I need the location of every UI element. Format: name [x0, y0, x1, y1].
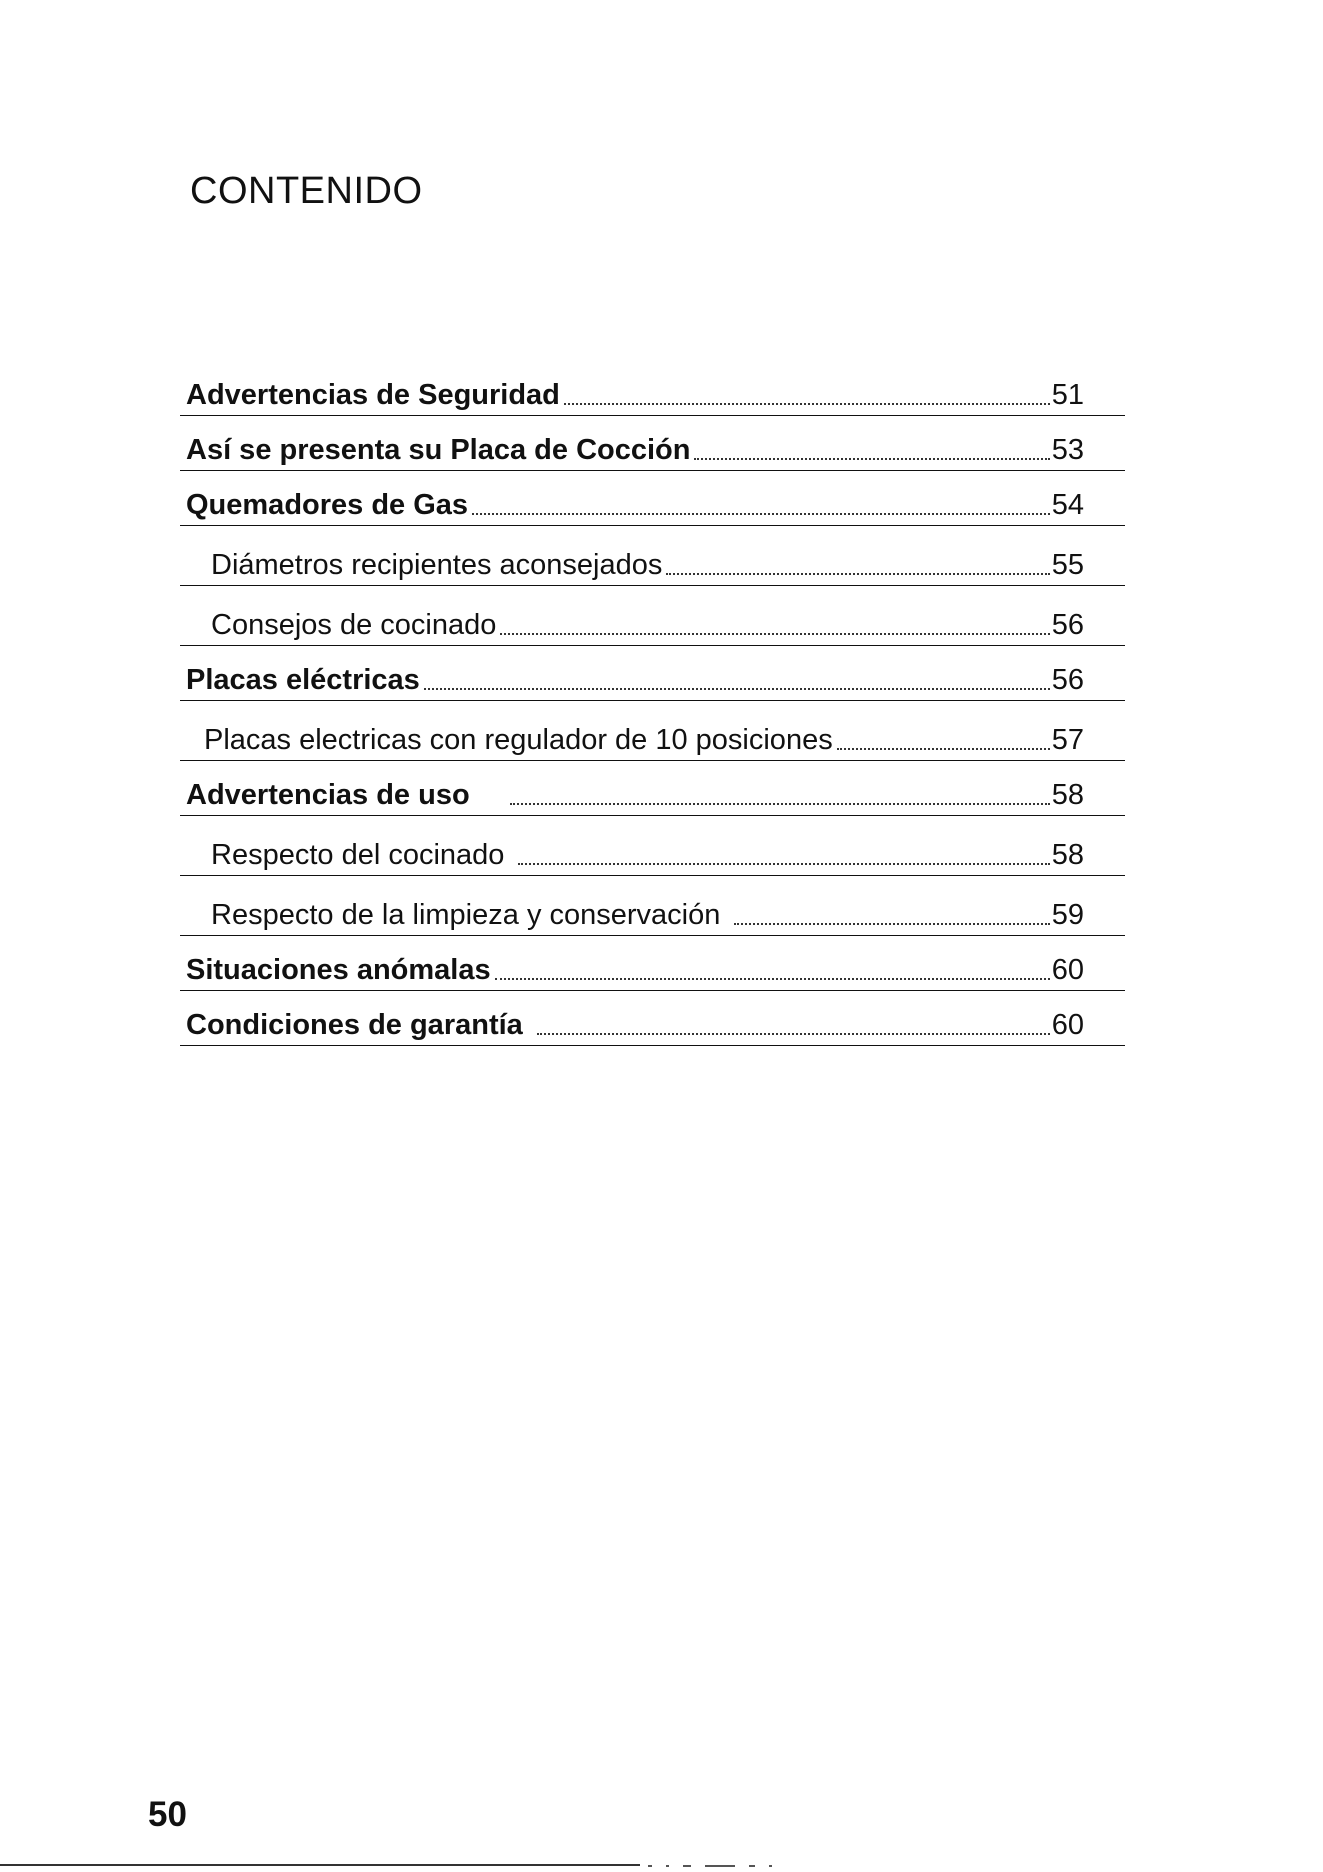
toc-entry-label: Respecto del cocinado: [211, 839, 505, 871]
dot-leader: [734, 922, 1049, 925]
footer-rule: [0, 1864, 640, 1866]
page-title: CONTENIDO: [190, 170, 423, 212]
toc-entry-page: 56: [1051, 664, 1084, 696]
dot-leader: [472, 512, 1050, 515]
toc-entry-placas-con-regulador[interactable]: [180, 701, 1125, 761]
toc-entry-label: Condiciones de garantía: [186, 1009, 523, 1041]
dot-leader: [837, 747, 1050, 750]
toc-entry-respecto-del-cocinado[interactable]: [180, 816, 1125, 876]
toc-entry-page: 55: [1051, 549, 1084, 581]
toc-entry-page: 58: [1051, 779, 1084, 811]
dot-leader: [500, 632, 1049, 635]
toc-entry-page: 56: [1051, 609, 1084, 641]
footer-scan-marks: [648, 1865, 828, 1872]
toc-entry-diametros-recipientes[interactable]: [180, 526, 1125, 586]
toc-entry-label: Advertencias de uso: [186, 779, 470, 811]
toc-entry-consejos-de-cocinado[interactable]: [180, 586, 1125, 646]
toc-entry-label: Así se presenta su Placa de Cocción: [186, 434, 691, 466]
toc-entry-label: Quemadores de Gas: [186, 489, 469, 521]
toc-entry-quemadores-de-gas[interactable]: [180, 471, 1125, 526]
toc-entry-label: Diámetros recipientes aconsejados: [211, 549, 663, 581]
toc-entry-page: 54: [1051, 489, 1084, 521]
table-of-contents: [180, 361, 1125, 1046]
toc-entry-advertencias-de-uso[interactable]: [180, 761, 1125, 816]
dot-leader: [564, 402, 1050, 405]
toc-entry-placas-electricas[interactable]: [180, 646, 1125, 701]
toc-entry-respecto-de-la-limpieza[interactable]: [180, 876, 1125, 936]
dot-leader: [694, 457, 1049, 460]
toc-entry-page: 57: [1051, 724, 1084, 756]
toc-entry-advertencias-de-seguridad[interactable]: [180, 361, 1125, 416]
dot-leader: [510, 802, 1050, 805]
page-number: 50: [148, 1795, 187, 1834]
toc-entry-page: 51: [1051, 379, 1084, 411]
toc-entry-label: Placas eléctricas: [186, 664, 420, 696]
toc-entry-situaciones-anomalas[interactable]: [180, 936, 1125, 991]
dot-leader: [518, 862, 1049, 865]
toc-entry-page: 60: [1051, 1009, 1084, 1041]
toc-entry-label: Consejos de cocinado: [211, 609, 497, 641]
toc-entry-page: 58: [1051, 839, 1084, 871]
toc-entry-label: Situaciones anómalas: [186, 954, 491, 986]
toc-entry-condiciones-de-garantia[interactable]: [180, 991, 1125, 1046]
toc-entry-page: 53: [1051, 434, 1084, 466]
toc-entry-label: Advertencias de Seguridad: [186, 379, 560, 411]
dot-leader: [666, 572, 1049, 575]
toc-entry-label: Placas electricas con regulador de 10 posiciones: [204, 724, 833, 756]
dot-leader: [424, 687, 1050, 690]
dot-leader: [495, 977, 1050, 980]
toc-entry-label: Respecto de la limpieza y conservación: [211, 899, 721, 931]
toc-entry-page: 60: [1051, 954, 1084, 986]
toc-entry-asi-se-presenta[interactable]: [180, 416, 1125, 471]
dot-leader: [537, 1032, 1050, 1035]
toc-entry-page: 59: [1051, 899, 1084, 931]
